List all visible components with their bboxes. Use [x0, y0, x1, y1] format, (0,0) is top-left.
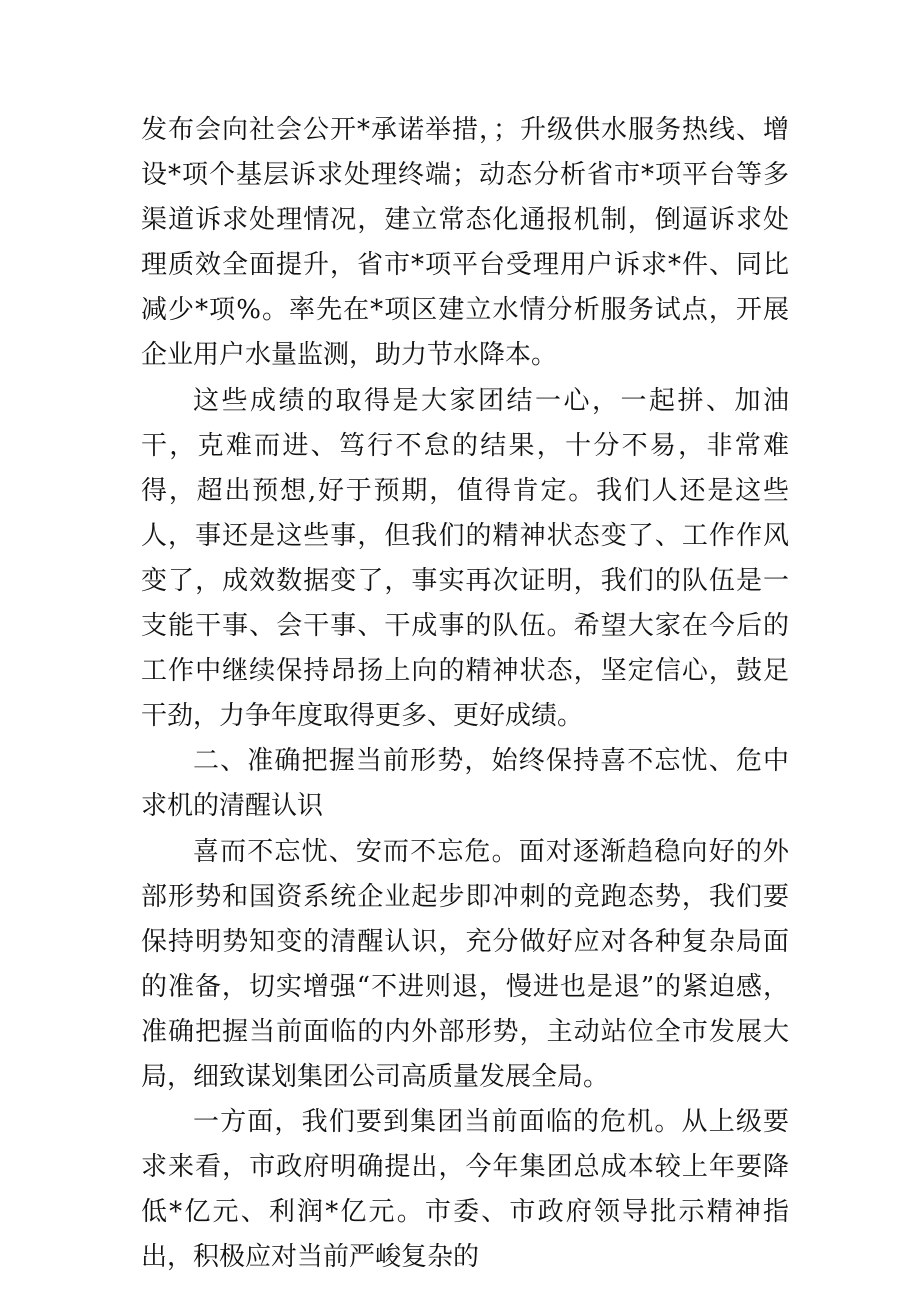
paragraph-crisis: 一方面，我们要到集团当前面临的危机。从上级要求来看，市政府明确提出，今年集团总成本较上年要降低*亿元、利润*亿元。市委、市政府领导批示精神指出，积极应对当前严峻复杂的: [141, 1107, 789, 1273]
paragraph-situation: 喜而不忘忧、安而不忘危。面对逐渐趋稳向好的外部形势和国资系统企业起步即冲刺的竞跑态势，我们要保持明势知变的清醒认识，充分做好应对各种复杂局面的准备，切实增强“不进则退，慢进也是退”的紧迫感，准确把握当前面临的内外部形势，主动站位全市发展大局，细致谋划集团公司高质量发展全局。: [141, 836, 789, 1092]
section-heading: 二、准确把握当前形势，始终保持喜不忘忧、危中求机的清醒认识: [141, 746, 789, 822]
paragraph-achievements: 这些成绩的取得是大家团结一心，一起拼、加油干，克难而进、笃行不怠的结果，十分不易，非常难得，超出预想,好于预期，值得肯定。我们人还是这些人，事还是这些事，但我们的精神状态变了、工作作风变了，成效数据变了，事实再次证明，我们的队伍是一支能干事、会干事、干成事的队伍。希望大家在今后的工作中继续保持昂扬上向的精神状态，坚定信心，鼓足干劲，力争年度取得更多、更好成绩。: [141, 385, 789, 732]
paragraph-continuation: 发布会向社会公开*承诺举措，；升级供水服务热线、增设*项个基层诉求处理终端；动态分析省市*项平台等多渠道诉求处理情况，建立常态化通报机制，倒逼诉求处理质效全面提升，省市*项平台受理用户诉求*件、同比减少*项%。率先在*项区建立水情分析服务试点，开展企业用户水量监测，助力节水降本。: [141, 115, 789, 371]
document-page: [141, 108, 789, 1280]
